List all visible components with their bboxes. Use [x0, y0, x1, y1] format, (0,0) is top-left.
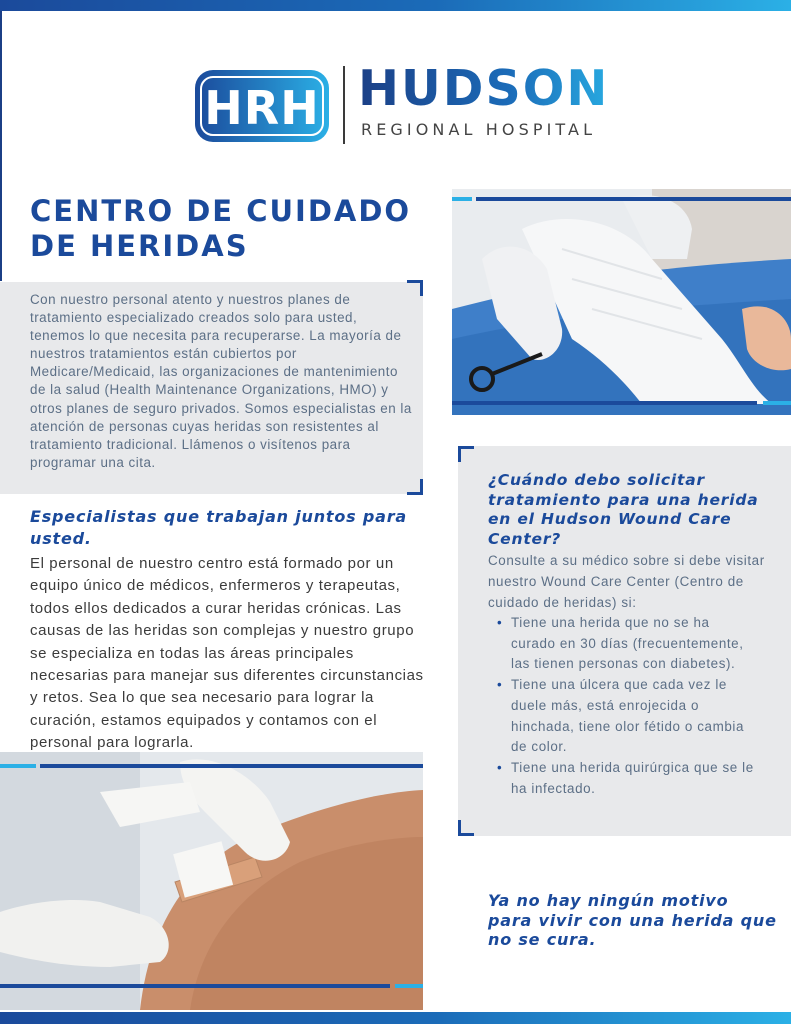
list-item	[497, 675, 757, 758]
closing-statement: Ya no hay ningún motivo para vivir con una herida que no se cura.	[488, 891, 777, 949]
bottom-accent-bar	[0, 1012, 791, 1024]
hrh-logo-mark	[195, 70, 329, 142]
list-item-text: Tiene una úlcera que cada vez le duele más, está enrojecida o hinchada, tiene olor fétido o cambia de color.	[511, 677, 745, 755]
list-item	[497, 758, 757, 799]
left-accent-line	[0, 11, 2, 281]
logo-subtitle: REGIONAL HOSPITAL	[361, 120, 597, 139]
shoulder-bandage-photo	[0, 752, 423, 1010]
faq-criteria-list	[497, 613, 757, 799]
faq-heading: ¿Cuándo debo solicitar tratamiento para una herida en el Hudson Wound Care Center?	[488, 471, 759, 548]
list-item	[497, 613, 757, 675]
page-title: CENTRO DE CUIDADO DE HERIDAS	[30, 194, 412, 263]
logo-name: HUDSON	[358, 60, 610, 117]
logo-divider	[343, 66, 345, 144]
bullet-icon: •	[497, 677, 503, 693]
intro-bracket-bottom-right	[407, 479, 423, 495]
bullet-icon: •	[497, 759, 503, 775]
faq-bracket-bottom-left	[458, 820, 474, 836]
bullet-icon: •	[497, 615, 503, 630]
top-accent-bar	[0, 0, 791, 11]
faq-bracket-top-left	[458, 446, 474, 462]
specialists-heading: Especialistas que trabajan juntos para usted.	[30, 507, 407, 548]
svg-text:HRH: HRH	[204, 81, 320, 135]
hospital-logo	[195, 60, 635, 146]
leg-bandage-photo	[452, 189, 791, 415]
faq-intro: Consulte a su médico sobre si debe visitar nuestro Wound Care Center (Centro de cuidado de heridas) si:	[488, 553, 765, 610]
specialists-paragraph: El personal de nuestro centro está formado por un equipo único de médicos, enfermeros y terapeutas, todos ellos dedicados a curar heridas crónicas. Las causas de las heridas son complejas y nuestro grupo se especializa en todas las áreas principales necesarias para manejar sus diferentes circunstancias y retos. Sea lo que sea necesario para lograr la curación, estamos equipados y contamos con el personal para lograrla.	[30, 555, 424, 752]
intro-paragraph: Con nuestro personal atento y nuestros planes de tratamiento especializado creados solo para usted, tenemos lo que necesita para recuperarse. La mayoría de nuestros tratamientos están cubiertos por Medicare/Medicaid, las organizaciones de mantenimiento de la salud (Health Maintenance Organizations, HMO) y otros planes de seguro privados. Somos especialistas en la atención de personas cuyas heridas son resistentes al tratamiento tradicional. Llámenos o visítenos para programar una cita.	[30, 292, 412, 470]
list-item-text: Tiene una herida que no se ha curado en 30 días (frecuentemente, las tienen personas con diabetes).	[511, 615, 744, 672]
list-item-text: Tiene una herida quirúrgica que se le ha infectado.	[511, 759, 754, 796]
